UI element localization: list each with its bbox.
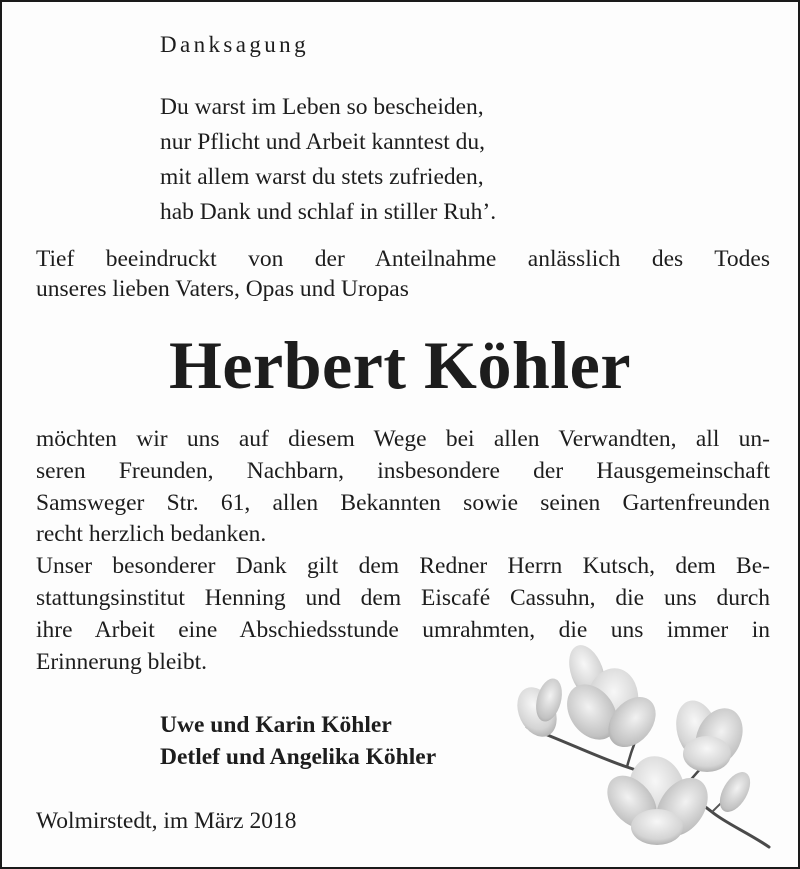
poem-line: mit allem warst du stets zufrieden, [160,164,484,190]
intro-line: Tief beeindruckt von der Anteilnahme anlässlich des Todes [36,246,770,272]
poem-line: hab Dank und schlaf in stiller Ruh’. [160,199,497,225]
poem-line: nur Pflicht und Arbeit kanntest du, [160,129,486,155]
deceased-name: Herbert Köhler [168,327,632,403]
intro-line: unseres lieben Vaters, Opas und Uropas [36,276,409,302]
body-line: Unser besonderer Dank gilt dem Redner Herrn Kutsch, dem Be- [36,553,770,580]
body-line: ihre Arbeit eine Abschiedsstunde umrahmten, die uns immer in [36,616,770,643]
body-line: möchten wir uns auf diesem Wege bei allen Verwandten, all un- [36,426,770,452]
poem-line: Du warst im Leben so bescheiden, [160,94,484,120]
signer-line: Uwe und Karin Köhler [160,712,392,738]
body-line: stattungsinstitut Henning und dem Eiscafé Cassuhn, die uns durch [36,584,770,611]
memorial-poem [160,90,496,230]
signer-line: Detlef und Angelika Köhler [160,744,437,770]
body-line: recht herzlich bedanken. [36,521,267,548]
signers [160,709,436,773]
place-date: Wolmirstedt, im März 2018 [36,808,297,834]
thanks-body [36,424,770,678]
body-line: Samsweger Str. 61, allen Bekannten sowie seinen Gartenfreunden [36,489,770,516]
intro-text [36,244,770,304]
body-line: seren Freunden, Nachbarn, insbesondere der Hausgemeinschaft [36,457,770,484]
body-line: Erinnerung bleibt. [36,648,207,675]
notice-heading: Danksagung [160,32,309,57]
magnolia-branch-icon [507,642,777,857]
